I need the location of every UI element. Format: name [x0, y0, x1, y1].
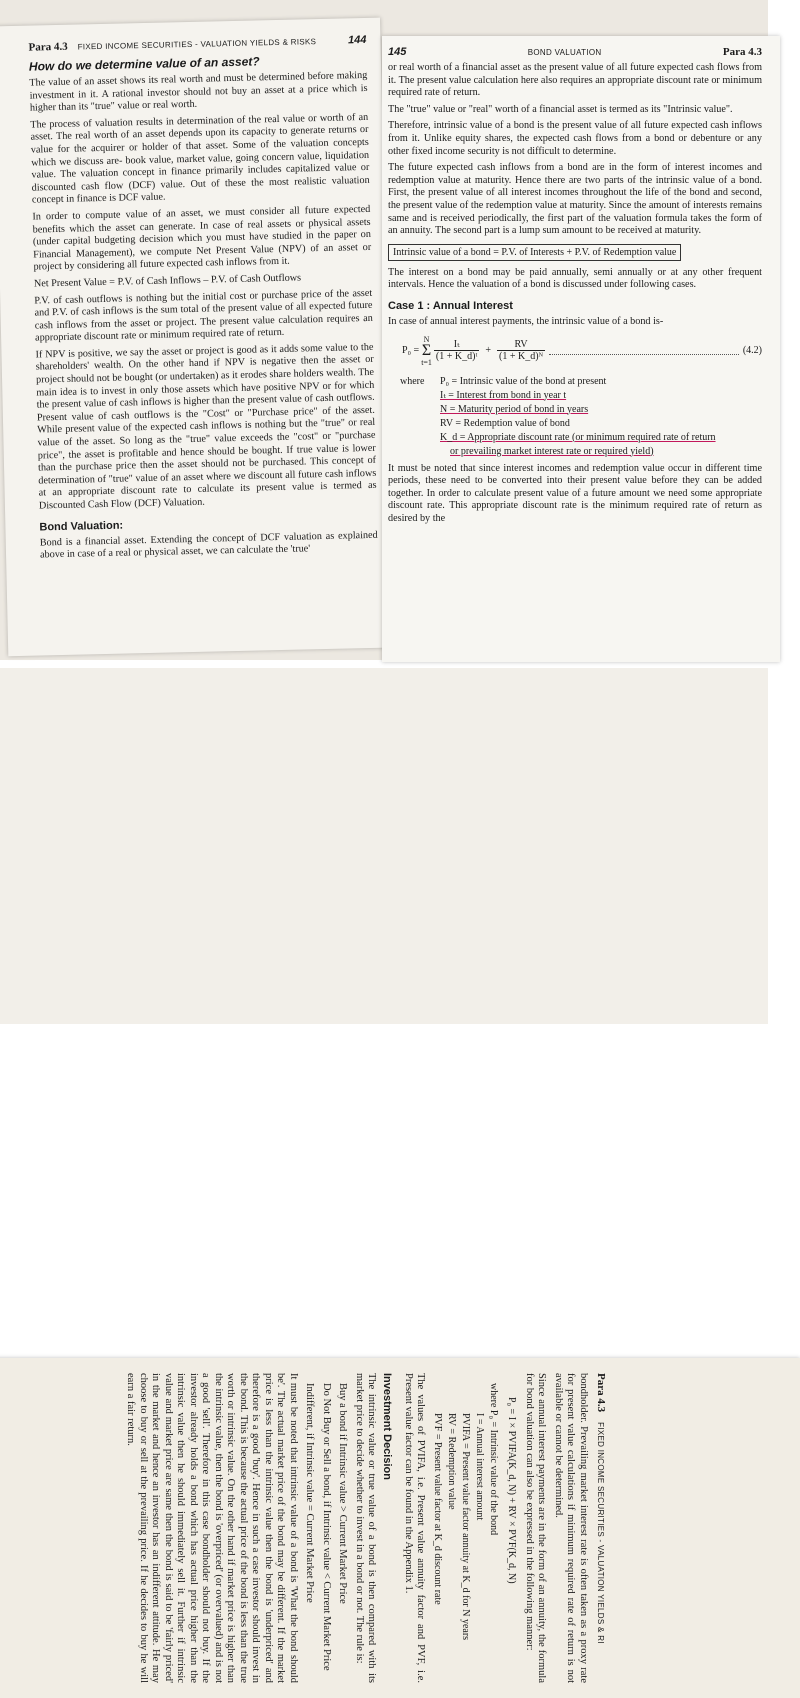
bottom-photo-page [0, 668, 768, 1683]
redemption-term [497, 339, 545, 362]
decision-rule-indifferent: Indifferent, if Intrinsic value = Current Market Price [304, 1383, 316, 1603]
definition-6: or prevailing market interest rate or required yield) [450, 445, 654, 457]
equation-plus: + [485, 345, 491, 356]
right-running-head: BOND VALUATION [527, 48, 602, 57]
definition-1: P₀ = Intrinsic value of the bond at present [440, 375, 607, 387]
bottom-running-head: FIXED INCOME SECURITIES - VALUATION YIELDS & RI [596, 1422, 605, 1644]
bond-valuation-subheading: Bond Valuation: [39, 519, 124, 534]
definition-4: RV = Redemption value of bond [440, 417, 570, 429]
definition-2: Iₜ = Interest from bond in year t [440, 389, 567, 401]
sum-top: N [423, 334, 430, 344]
interest-paragraph: The interest on a bond may be paid annually, semi annually or at any other frequent intervals. Hence the valuation of a bond is discussed under following cases. [388, 266, 762, 291]
equation-lhs: P₀ = [402, 345, 420, 356]
closing-paragraph: It must be noted that since interest incomes and redemption value occur in different time periods, these need to be converted into their present value before they can be added together. In order to calculate present value of a future amount we need some appropriate discount rate. This appropriate discount rate is the minimum required rate of return as desired by the [388, 462, 762, 524]
left-paragraph-2: The process of valuation results in determination of the real value or worth of an asset. The real worth of an asset depends upon its capacity to generate returns or value for the acquirer or holder of that asset. Some of the valuation concepts which we discuss are- book value, market value, going concern value, liquidation value. The valuation concept in finance primarily includes capitalized value or discounted cash flow (DCF) value. Out of these the most realistic valuation concept in finance is DCF value. [30, 111, 370, 206]
bottom-where-4: RV = Redemption value [446, 1413, 458, 1510]
right-paragraph-4: The future expected cash inflows from a bond are in the form of interest incomes and redemption value at maturity. Hence there are two parts of the intrinsic value of a bond. First, the present value of all interest incomes throughout the life of the bond and second, the present value of the redemption value at maturity. Since the amount of interests remains same and is received periodically, the first part of the valuation formula takes the form of an annuity. The second part is a lump sum amount to be received at maturity. [388, 162, 762, 237]
right-page [382, 36, 780, 662]
npv-formula: Net Present Value = P.V. of Cash Inflows – P.V. of Cash Outflows [33, 272, 302, 290]
left-paragraph-3: In order to compute value of an asset, we must consider all future expected benefits which the asset can generate. In case of real assets or physical assets (under capital budgeting decision which you must have studied in the paper on Financial Management), we compute Net Present Value (NPV) of an asset or project by considering all future expected cash inflows from it. [32, 203, 372, 273]
bottom-where-1: where P₀ = Intrinsic value of the bond [488, 1383, 500, 1536]
investment-decision-heading: Investment Decision [381, 1373, 394, 1480]
left-paragraph-5: If NPV is positive, we say the asset or project is good as it adds some value to the shareholders' wealth. On the other hand if NPV is negative then the asset or project should not be bought (or undertaken) as it erodes share holders wealth. The main idea is to invest in only those assets which have positive NPV or for which the present value of cash inflows is higher than the present value of cash outflows. Present value of cash outflows is the "Cost" or "Purchase price" of the asset. While present value of the expected cash inflows is nothing but the "true" or real value of the asset. So long as the "true" value exceeds the "cost" or "purchase price", the asset is profitable and hence should be bought. If true value is lower than the purchase price then the asset should not be purchased. This concept of determination of "true" value of an asset where we discount all future cash inflows at an appropriate discount rate to calculate its present value is termed as Discounted Cash Flow (DCF) Valuation. [35, 341, 377, 512]
right-paragraph-1: or real worth of a financial asset as the present value of all future expected cash flows from it. The present value calculation here also requires an appropriate discount rate or minimum required rate of return. [388, 62, 762, 99]
left-page-number: 144 [347, 33, 367, 47]
where-block [388, 375, 762, 459]
intrinsic-value-box-wrap [388, 242, 762, 261]
left-last-paragraph: Bond is a financial asset. Extending the concept of DCF valuation as explained above in case of a real or physical asset, we can calculate the 'true' [39, 529, 378, 561]
interest-term-den: (1 + K_d)ᵗ [435, 351, 478, 362]
interest-term [434, 339, 479, 362]
redemption-term-den: (1 + K_d)ᴺ [499, 351, 544, 362]
annuity-formula: P₀ = I × PVIFA(K_d, N) + RV × PVF(K_d, N) [506, 1397, 518, 1584]
case-heading: Case 1 : Annual Interest [388, 299, 513, 312]
definition-3: N = Maturity period of bond in years [440, 403, 589, 415]
bond-value-equation [402, 335, 762, 367]
interest-term-num: Iₜ [434, 339, 479, 351]
bottom-para-label: Para 4.3 [595, 1373, 607, 1413]
sum-bottom: t=1 [421, 357, 432, 367]
intrinsic-value-box: Intrinsic value of a bond = P.V. of Interests + P.V. of Redemption value [388, 244, 681, 261]
bottom-paragraph-1: bondholder. Prevailing market interest rate is often taken as a proxy rate for present value calculations if minimum required rate of return is not available or cannot be determined. [553, 1373, 589, 1683]
left-running-head: FIXED INCOME SECURITIES - VALUATION YIELDS & RISKS [77, 37, 317, 52]
appendix-note: The values of PVIFA, i.e. Present value annuity factor and PVF, i.e. Present value factor can be found in the Appendix 1. [403, 1373, 427, 1683]
bottom-paragraph-2: Since annual interest payments are in the form of an annuity, the formula for bond valuation can also be expressed in the following manner: [524, 1373, 548, 1683]
summation [421, 335, 432, 367]
equation-number: (4.2) [742, 345, 762, 356]
right-paragraph-2: The "true" value or "real" worth of a financial asset is termed as its "Intrinsic value". [388, 103, 733, 115]
rotated-page-content [0, 1363, 615, 1693]
left-heading: How do we determine value of an asset? [28, 54, 260, 74]
left-para-label: Para 4.3 [28, 40, 68, 54]
decision-paragraph-2: It must be noted that intrinsic value of a bond is 'What the bond should be'. The actual market price of the bond may be different. If the market price is less than the intrinsic value then the bond is 'underpriced' and therefore is a good 'buy'. Hence in such a case investor should invest in the bond. This is because the actual price of the bond is less than the true worth or intrinsic value. On the other hand if market price is higher than the intrinsic value, then the bond is 'overpriced' (or overvalued) and is not a good 'sell'. Therefore in this case bondholder should not buy. If the investor already holds a bond which has actual price higher than the intrinsic value then he should immediately sell it. Further if intrinsic value and market price are same then the bond is said to be 'fairly priced' in the market and hence an investor has an indifferent attitude. He may choose to buy or sell at the prevailing price. If he decides to buy he will earn a fair return. [125, 1373, 299, 1683]
right-paragraph-3: Therefore, intrinsic value of a bond is the present value of all future expected cash inflows from it. Unlike equity shares, the expected cash flows from a bond or debenture or any other fixed income security is not difficult to determine. [388, 120, 762, 157]
definition-5: K_d = Appropriate discount rate (or minimum required rate of return [440, 431, 716, 443]
top-photo-spread [0, 0, 768, 660]
left-page-header [28, 34, 366, 54]
bottom-page [0, 1358, 800, 1698]
decision-rule-sell: Do Not Buy or Sell a bond, if Intrinsic value < Current Market Price [321, 1383, 332, 1671]
case-intro: In case of annual interest payments, the intrinsic value of a bond is- [388, 315, 664, 327]
where-label: where [400, 375, 425, 387]
decision-paragraph-1: The intrinsic value or true value of a bond is then compared with its market price to decide whether to invest in a bond or not. The rule is: [354, 1373, 378, 1683]
right-page-number: 145 [388, 46, 407, 58]
right-para-label: Para 4.3 [722, 46, 762, 58]
bottom-where-2: I = Annual interest amount [474, 1413, 486, 1521]
left-page [0, 18, 394, 657]
sum-symbol: Σ [421, 341, 432, 359]
bottom-where-3: PVIFA = Present value factor annuity at K_d for N years [460, 1413, 472, 1641]
left-paragraph-1: The value of an asset shows its real worth and must be determined before making investment in it. A rational investor should not buy an asset at a price which is higher than its "true" value or real worth. [29, 69, 368, 114]
bottom-where-5: PVF = Present value factor at K_d discount rate [432, 1413, 444, 1605]
equation-leader-dots [549, 346, 739, 355]
redemption-term-num: RV [497, 339, 545, 351]
bottom-page-header [595, 1373, 607, 1683]
left-paragraph-4: P.V. of cash outflows is nothing but the initial cost or purchase price of the asset and P.V. of cash inflows is the sum total of the present value of all expected future cash inflows from the asset or project. The present value calculation requires an appropriate discount rate or minimum required rate of return. [34, 287, 373, 344]
right-page-header [388, 46, 762, 58]
decision-rule-buy: Buy a bond if Intrinsic value > Current Market Price [337, 1383, 349, 1604]
